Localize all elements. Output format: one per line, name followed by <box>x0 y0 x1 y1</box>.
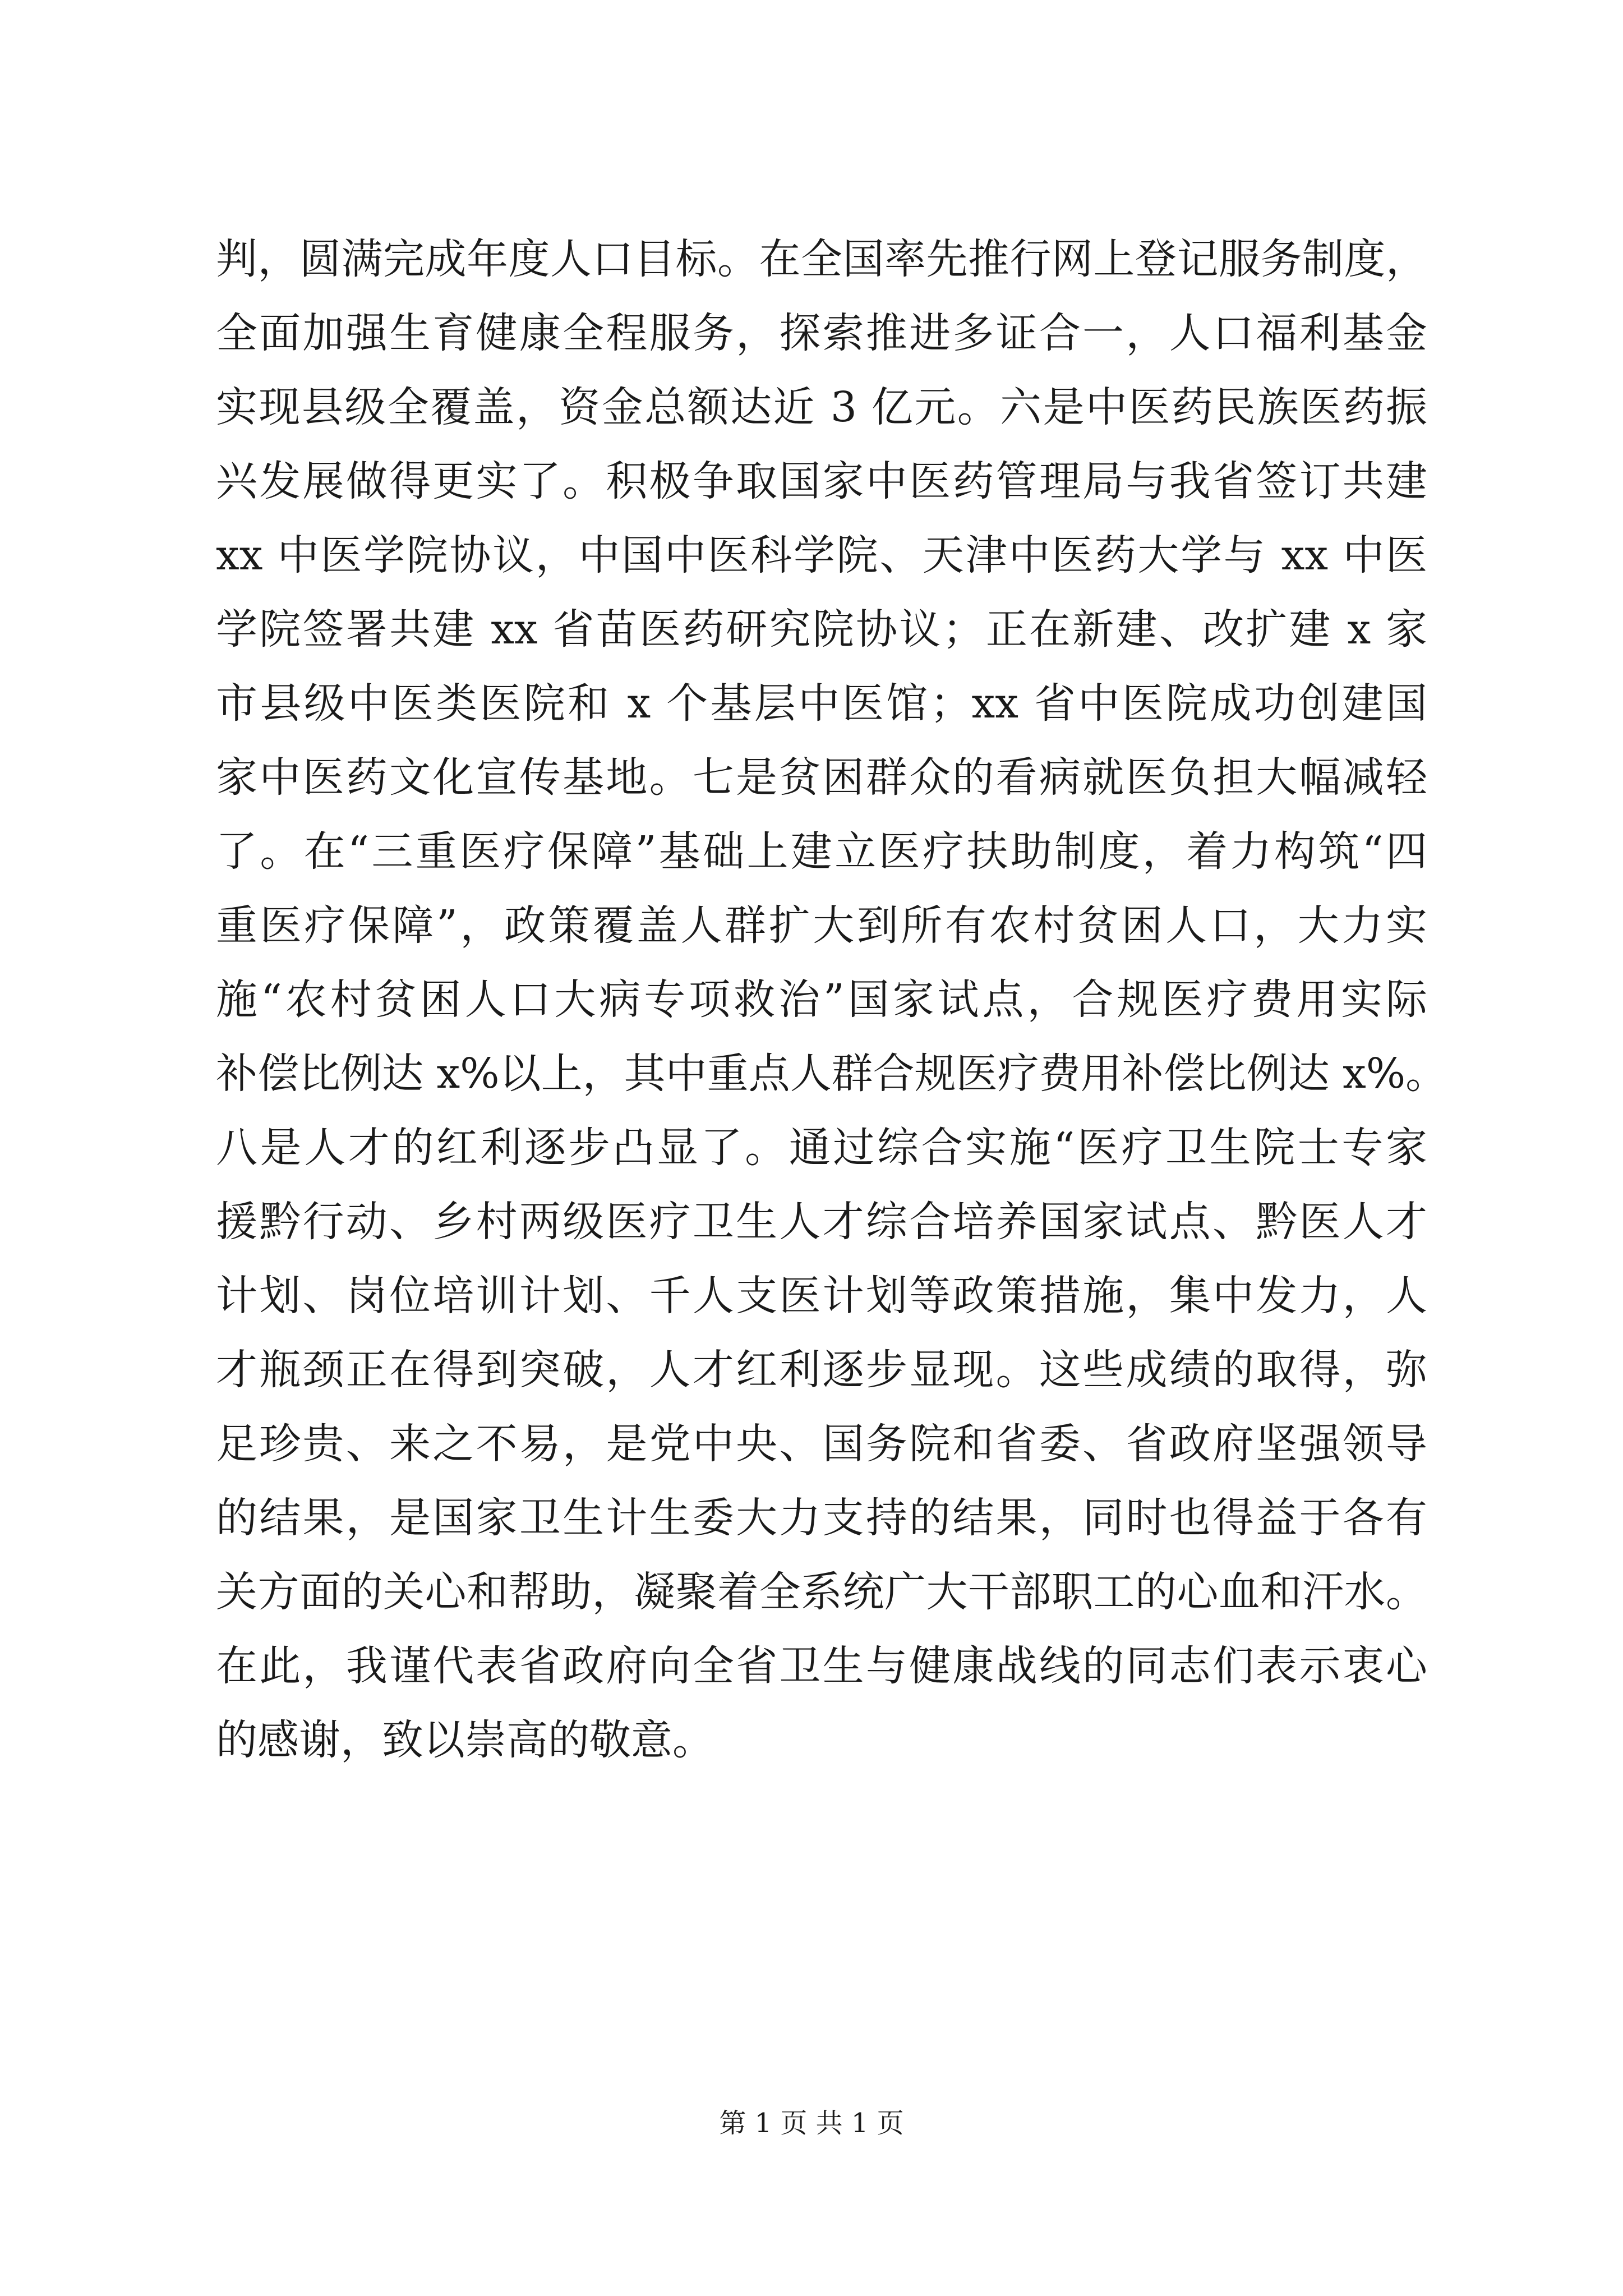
text-line: 足珍贵、来之不易，是党中央、国务院和省委、省政府坚强领导 <box>216 1420 1427 1468</box>
text-line: 兴发展做得更实了。积极争取国家中医药管理局与我省签订共建 <box>216 457 1427 505</box>
text-line: 重医疗保障”，政策覆盖人群扩大到所有农村贫困人口，大力实 <box>216 901 1427 950</box>
text-line: xx 中医学院协议，中国中医科学院、天津中医药大学与 xx 中医 <box>216 531 1427 579</box>
text-line: 援黔行动、乡村两级医疗卫生人才综合培养国家试点、黔医人才 <box>216 1198 1427 1246</box>
text-line: 市县级中医类医院和 x 个基层中医馆；xx 省中医院成功创建国 <box>216 679 1427 728</box>
text-line: 家中医药文化宣传基地。七是贫困群众的看病就医负担大幅减轻 <box>216 753 1427 802</box>
text-line: 了。在“三重医疗保障”基础上建立医疗扶助制度，着力构筑“四 <box>216 827 1427 876</box>
text-line: 实现县级全覆盖，资金总额达近 3 亿元。六是中医药民族医药振 <box>216 383 1427 431</box>
text-line: 施“农村贫困人口大病专项救治”国家试点，合规医疗费用实际 <box>216 976 1427 1024</box>
text-line: 的感谢，致以崇高的敬意。 <box>216 1716 714 1764</box>
text-line: 关方面的关心和帮助，凝聚着全系统广大干部职工的心血和汗水。 <box>216 1568 1427 1616</box>
text-line: 在此，我谨代表省政府向全省卫生与健康战线的同志们表示衷心 <box>216 1642 1427 1690</box>
text-line: 学院签署共建 xx 省苗医药研究院协议；正在新建、改扩建 x 家 <box>216 605 1427 654</box>
body-paragraph <box>216 222 1447 1777</box>
text-line: 判，圆满完成年度人口目标。在全国率先推行网上登记服务制度， <box>216 235 1427 283</box>
text-line: 八是人才的红利逐步凸显了。通过综合实施“医疗卫生院士专家 <box>216 1124 1427 1172</box>
page-footer: 第 1 页 共 1 页 <box>719 2108 904 2139</box>
text-line: 才瓶颈正在得到突破，人才红利逐步显现。这些成绩的取得，弥 <box>216 1346 1427 1394</box>
text-line: 全面加强生育健康全程服务，探索推进多证合一，人口福利基金 <box>216 309 1427 357</box>
text-line: 计划、岗位培训计划、千人支医计划等政策措施，集中发力，人 <box>216 1272 1427 1320</box>
text-line: 的结果，是国家卫生计生委大力支持的结果，同时也得益于各有 <box>216 1494 1427 1542</box>
text-line: 补偿比例达 x%以上，其中重点人群合规医疗费用补偿比例达 x%。 <box>216 1050 1447 1098</box>
